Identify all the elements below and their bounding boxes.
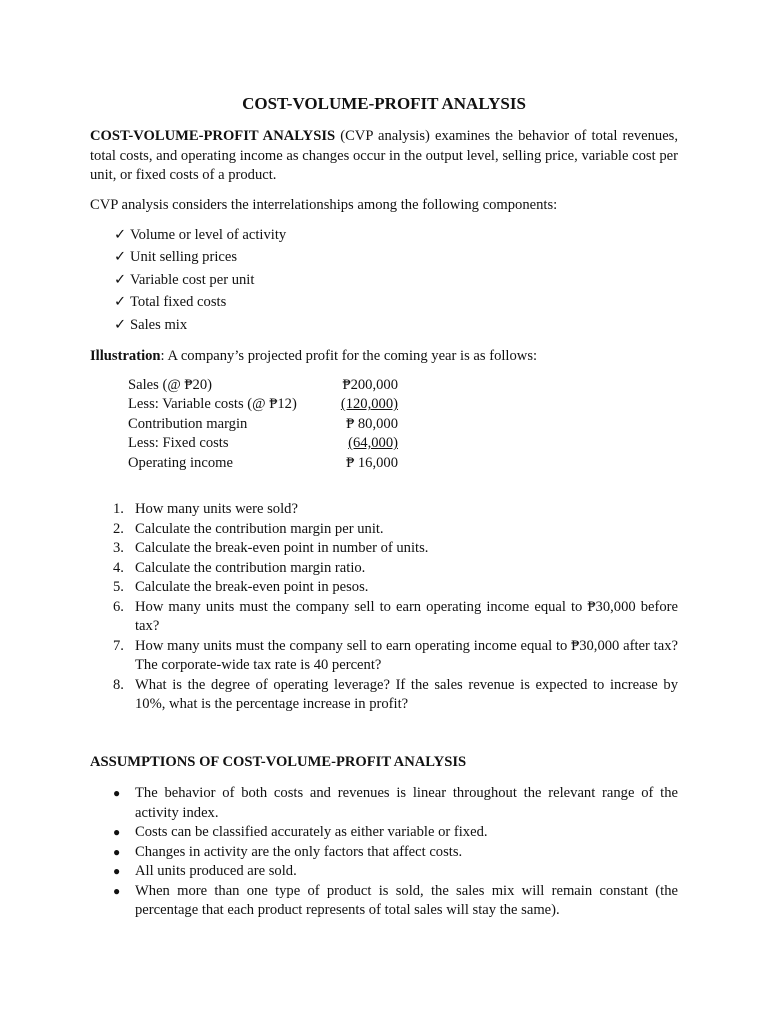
list-item bbox=[113, 843, 678, 863]
page-title: COST-VOLUME-PROFIT ANALYSIS bbox=[242, 94, 526, 113]
question-text: Calculate the contribution margin ratio. bbox=[135, 559, 366, 576]
list-item bbox=[114, 226, 286, 248]
illustration-label: Illustration bbox=[90, 348, 161, 364]
questions-list bbox=[113, 500, 678, 715]
question-text: Calculate the break-even point in number of units. bbox=[135, 540, 429, 556]
illustration-intro bbox=[90, 347, 678, 367]
components-list bbox=[114, 226, 286, 338]
question-number: 7. bbox=[113, 637, 124, 654]
component-label: Volume or level of activity bbox=[130, 227, 287, 243]
assumption-text: Costs can be classified accurately as either variable or fixed. bbox=[135, 824, 488, 840]
list-item bbox=[114, 293, 286, 315]
question-number: 4. bbox=[113, 559, 124, 576]
list-item bbox=[113, 500, 678, 520]
question-number: 8. bbox=[113, 676, 124, 693]
assumption-text: All units produced are sold. bbox=[135, 863, 297, 879]
row-label: Sales (@ ₱20) bbox=[128, 377, 212, 393]
bullet-icon: ● bbox=[113, 786, 121, 800]
table-row bbox=[128, 376, 398, 395]
intro-paragraph bbox=[90, 127, 678, 186]
list-item bbox=[113, 823, 678, 843]
income-statement bbox=[128, 376, 398, 473]
list-item bbox=[113, 637, 678, 676]
table-row bbox=[128, 434, 398, 453]
row-label: Operating income bbox=[128, 454, 233, 471]
row-amount: (120,000) bbox=[340, 396, 398, 413]
bullet-icon: ● bbox=[113, 883, 121, 898]
list-item bbox=[113, 578, 678, 598]
intro-text: (CVP analysis) examines the behavior of total revenues, total costs, and operating income as changes occur in the output level, selling price, variable cost per unit, or fixed costs of a product. bbox=[90, 128, 678, 183]
list-item bbox=[113, 539, 678, 559]
checkmark-icon: ✓ bbox=[114, 227, 127, 243]
list-item bbox=[113, 559, 678, 579]
component-label: Sales mix bbox=[130, 316, 188, 333]
table-row bbox=[128, 395, 398, 414]
question-text: Calculate the break-even point in pesos. bbox=[135, 579, 369, 595]
checkmark-icon: ✓ bbox=[114, 316, 127, 333]
illustration-text: : A company’s projected profit for the coming year is as follows: bbox=[160, 348, 538, 364]
checkmark-icon: ✓ bbox=[114, 249, 127, 266]
question-text: How many units must the company sell to earn operating income equal to ₱30,000 after tax? The corporate-wide tax rate is 40 percent? bbox=[135, 637, 678, 673]
list-item bbox=[114, 271, 286, 293]
question-number: 2. bbox=[113, 520, 124, 537]
row-label: Less: Fixed costs bbox=[128, 435, 229, 452]
list-item bbox=[113, 862, 678, 882]
question-number: 6. bbox=[113, 598, 124, 615]
question-number: 1. bbox=[113, 501, 124, 517]
row-amount: ₱ 16,000 bbox=[346, 454, 398, 471]
assumptions-heading: ASSUMPTIONS OF COST-VOLUME-PROFIT ANALYSIS bbox=[90, 754, 467, 770]
component-label: Variable cost per unit bbox=[130, 271, 255, 288]
row-amount: ₱200,000 bbox=[342, 377, 398, 393]
row-label: Contribution margin bbox=[128, 415, 248, 432]
question-number: 5. bbox=[113, 579, 124, 595]
checkmark-icon: ✓ bbox=[114, 271, 127, 288]
assumption-text: The behavior of both costs and revenues is linear throughout the relevant range of the activity index. bbox=[135, 785, 678, 821]
bullet-icon: ● bbox=[113, 844, 121, 859]
assumptions-list bbox=[113, 784, 678, 921]
components-intro: CVP analysis considers the interrelationships among the following components: bbox=[90, 197, 558, 213]
question-text: How many units were sold? bbox=[135, 501, 298, 517]
checkmark-icon: ✓ bbox=[114, 294, 127, 311]
component-label: Unit selling prices bbox=[130, 249, 238, 266]
bullet-icon: ● bbox=[113, 825, 121, 839]
question-text: How many units must the company sell to earn operating income equal to ₱30,000 before tax? bbox=[135, 598, 678, 634]
component-label: Total fixed costs bbox=[130, 294, 227, 311]
table-row bbox=[128, 454, 398, 473]
assumption-text: When more than one type of product is sold, the sales mix will remain constant (the percentage that each product represents of total sales will stay the same). bbox=[135, 882, 678, 918]
question-number: 3. bbox=[113, 540, 124, 556]
bullet-icon: ● bbox=[113, 864, 121, 878]
assumption-text: Changes in activity are the only factors that affect costs. bbox=[135, 843, 463, 860]
list-item bbox=[113, 784, 678, 823]
list-item bbox=[114, 248, 286, 270]
list-item bbox=[113, 676, 678, 715]
list-item bbox=[113, 520, 678, 540]
question-text: What is the degree of operating leverage? If the sales revenue is expected to increase by 10%, what is the percentage increase in profit? bbox=[135, 676, 678, 712]
question-text: Calculate the contribution margin per unit. bbox=[135, 520, 384, 537]
list-item bbox=[114, 316, 286, 338]
row-amount: (64,000) bbox=[348, 435, 398, 452]
intro-term: COST-VOLUME-PROFIT ANALYSIS bbox=[90, 128, 336, 144]
list-item bbox=[113, 598, 678, 637]
row-label: Less: Variable costs (@ ₱12) bbox=[128, 396, 297, 413]
row-amount: ₱ 80,000 bbox=[346, 415, 398, 432]
table-row bbox=[128, 415, 398, 434]
list-item bbox=[113, 882, 678, 921]
